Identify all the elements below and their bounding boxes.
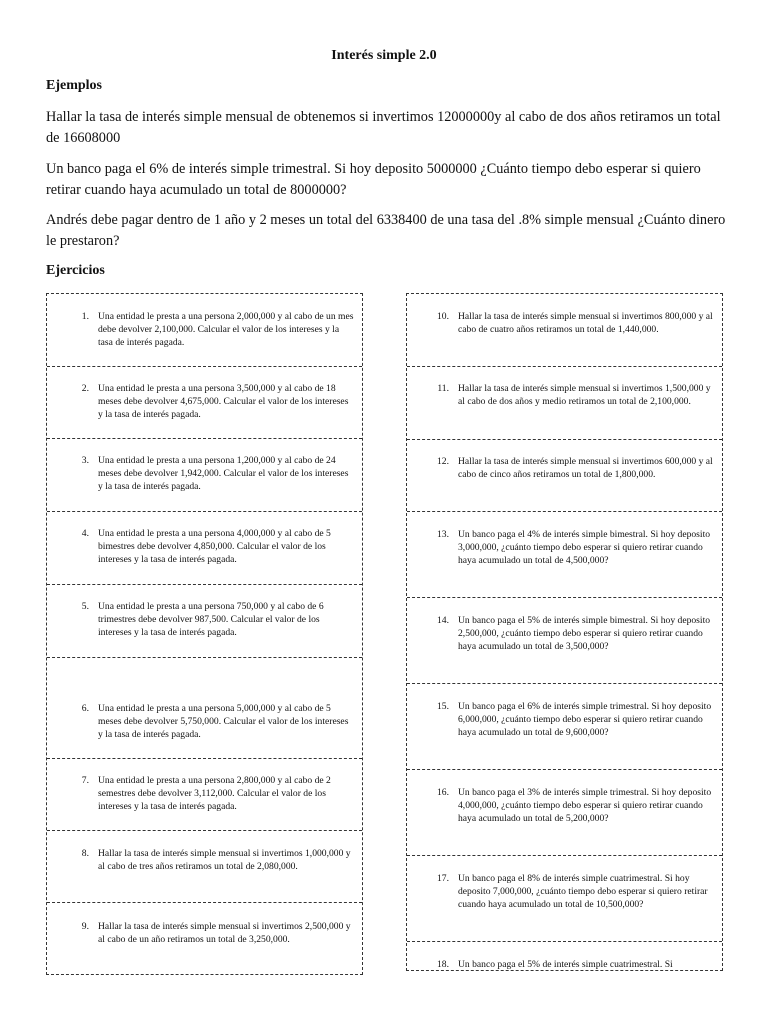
exercises-heading: Ejercicios	[46, 263, 105, 278]
page-title: Interés simple 2.0	[331, 48, 437, 63]
exercise-number: 8.	[81, 848, 89, 859]
exercise-text: Un banco paga el 5% de interés simple cuatrimestral. Si	[458, 959, 673, 970]
exercise-text: Una entidad le presta a una persona 5,000,000 y al cabo de 5 meses debe devolver 5,750,000. Calcular el valor de los intereses y la tasa de interés pagada.	[98, 703, 349, 740]
exercise-text: Una entidad le presta a una persona 750,000 y al cabo de 6 trimestres debe devolver 987,500. Calcular el valor de los intereses y la tasa de interés pagada.	[98, 601, 324, 638]
exercise-text: Una entidad le presta a una persona 1,200,000 y al cabo de 24 meses debe devolver 1,942,000. Calcular el valor de los intereses y la tasa de interés pagada.	[98, 455, 349, 492]
exercise-number: 14.	[437, 615, 449, 626]
example-paragraph: Andrés debe pagar dentro de 1 año y 2 meses un total del 6338400 de una tasa del .8% simple mensual ¿Cuánto dinero le prestaron?	[46, 212, 726, 249]
exercise-number: 4.	[81, 528, 89, 539]
exercise-number: 18.	[437, 959, 449, 970]
exercise-text: Una entidad le presta a una persona 2,000,000 y al cabo de un mes debe devolver 2,100,000. Calcular el valor de los intereses y la tasa de interés pagada.	[98, 311, 354, 348]
exercise-text: Un banco paga el 3% de interés simple trimestral. Si hoy deposito 4,000,000, ¿cuánto tiempo debo esperar si quiero retirar cuando haya acumulado un total de 5,200,000?	[458, 787, 712, 824]
exercise-text: Un banco paga el 6% de interés simple trimestral. Si hoy deposito 6,000,000, ¿cuánto tiempo debo esperar si quiero retirar cuando haya acumulado un total de 9,600,000?	[458, 701, 712, 738]
exercise-cell	[47, 367, 362, 439]
exercise-cell	[47, 658, 362, 759]
exercise-cell	[407, 598, 722, 684]
exercise-text: Un banco paga el 8% de interés simple cuatrimestral. Si hoy deposito 7,000,000, ¿cuánto tiempo debo esperar si quiero retirar cuando haya acumulado un total de 10,500,000?	[458, 873, 708, 910]
exercise-cell	[407, 856, 722, 942]
exercise-text: Hallar la tasa de interés simple mensual si invertimos 1,500,000 y al cabo de dos años y medio retiramos un total de 2,100,000.	[458, 383, 711, 407]
exercises-right-column	[406, 293, 723, 971]
exercise-number: 7.	[81, 775, 89, 786]
exercise-number: 13.	[437, 529, 449, 540]
exercise-cell	[47, 831, 362, 903]
example-paragraph: Un banco paga el 6% de interés simple trimestral. Si hoy deposito 5000000 ¿Cuánto tiempo debo esperar si quiero retirar cuando haya acumulado un total de 8000000?	[46, 161, 701, 198]
exercise-text: Hallar la tasa de interés simple mensual si invertimos 2,500,000 y al cabo de un año retiramos un total de 3,250,000.	[98, 921, 351, 945]
exercise-cell	[407, 684, 722, 770]
exercise-cell	[407, 770, 722, 856]
exercise-number: 10.	[437, 311, 449, 322]
exercise-text: Una entidad le presta a una persona 2,800,000 y al cabo de 2 semestres debe devolver 3,112,000. Calcular el valor de los intereses y la tasa de interés pagada.	[98, 775, 331, 812]
exercise-cell	[47, 512, 362, 585]
exercise-number: 1.	[81, 311, 89, 322]
examples-heading: Ejemplos	[46, 78, 102, 93]
exercise-number: 17.	[437, 873, 449, 884]
exercise-cell	[47, 439, 362, 512]
exercise-number: 12.	[437, 456, 449, 467]
exercise-cell	[47, 903, 362, 974]
exercise-cell	[47, 585, 362, 658]
exercise-number: 5.	[81, 601, 89, 612]
exercise-number: 9.	[81, 921, 89, 932]
exercise-text: Hallar la tasa de interés simple mensual si invertimos 1,000,000 y al cabo de tres años retiramos un total de 2,080,000.	[98, 848, 351, 872]
exercise-cell	[407, 294, 722, 367]
exercise-number: 2.	[81, 383, 89, 394]
exercise-cell	[47, 294, 362, 367]
exercise-text: Una entidad le presta a una persona 4,000,000 y al cabo de 5 bimestres debe devolver 4,850,000. Calcular el valor de los intereses y la tasa de interés pagada.	[98, 528, 331, 565]
exercise-number: 15.	[437, 701, 449, 712]
example-paragraph: Hallar la tasa de interés simple mensual de obtenemos si invertimos 12000000y al cabo de dos años retiramos un total de 16608000	[46, 109, 721, 146]
exercise-text: Hallar la tasa de interés simple mensual si invertimos 600,000 y al cabo de cinco años retiramos un total de 1,800,000.	[458, 456, 713, 480]
exercise-number: 6.	[81, 703, 89, 714]
exercise-cell	[407, 512, 722, 598]
exercise-cell	[407, 942, 722, 971]
exercise-cell	[47, 759, 362, 831]
exercise-text: Un banco paga el 5% de interés simple bimestral. Si hoy deposito 2,500,000, ¿cuánto tiempo debo esperar si quiero retirar cuando haya acumulado un total de 3,500,000?	[458, 615, 711, 652]
exercise-text: Una entidad le presta a una persona 3,500,000 y al cabo de 18 meses debe devolver 4,675,000. Calcular el valor de los intereses y la tasa de interés pagada.	[98, 383, 349, 420]
exercise-cell	[407, 440, 722, 512]
exercise-cell	[407, 367, 722, 440]
exercises-left-column	[46, 293, 363, 975]
exercise-number: 3.	[81, 455, 89, 466]
exercise-number: 16.	[437, 787, 449, 798]
exercise-text: Hallar la tasa de interés simple mensual si invertimos 800,000 y al cabo de cuatro años retiramos un total de 1,440,000.	[458, 311, 713, 335]
exercise-text: Un banco paga el 4% de interés simple bimestral. Si hoy deposito 3,000,000, ¿cuánto tiempo debo esperar si quiero retirar cuando haya acumulado un total de 4,500,000?	[458, 529, 711, 566]
exercise-number: 11.	[437, 383, 449, 394]
